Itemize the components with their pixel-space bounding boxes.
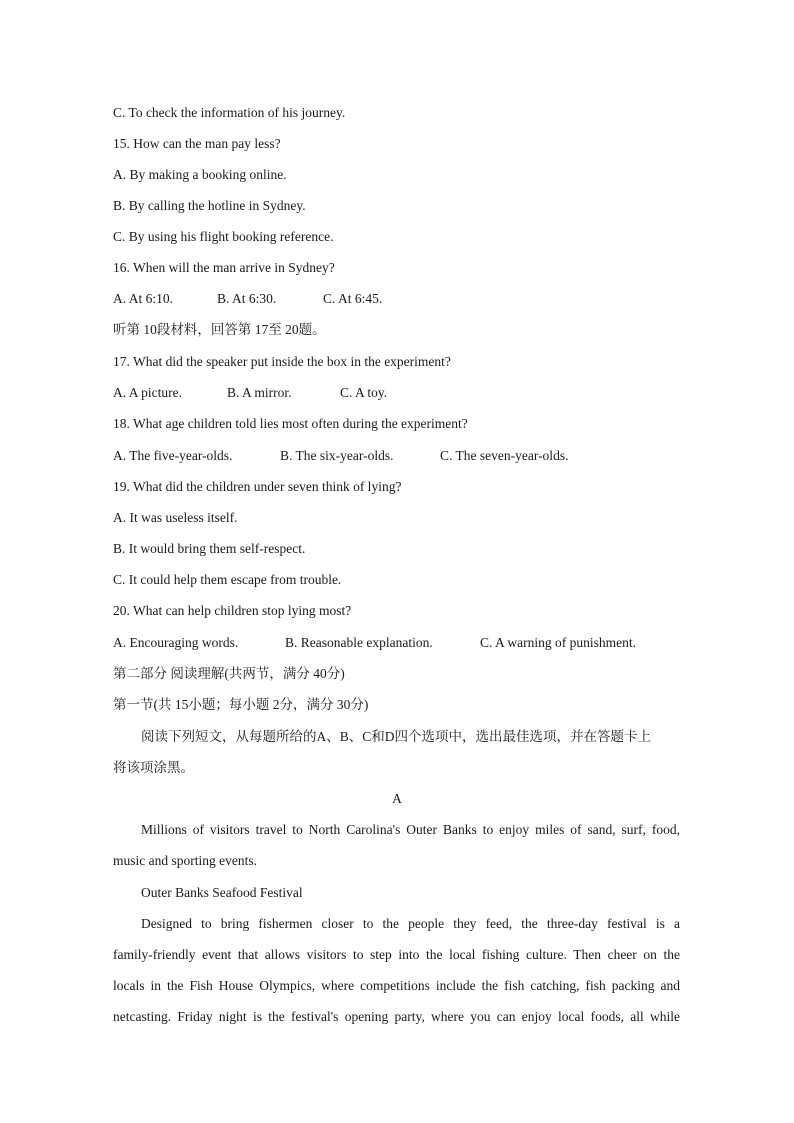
q15-option-a: A. By making a booking online. xyxy=(113,167,287,182)
passage-label: A xyxy=(392,791,402,806)
q17-option-b: B. A mirror. xyxy=(227,385,292,400)
q16-question: 16. When will the man arrive in Sydney? xyxy=(113,260,335,275)
part2-heading: 第二部分 阅读理解(共两节，满分 40分) xyxy=(113,666,345,681)
q19-option-b: B. It would bring them self-respect. xyxy=(113,541,306,556)
q20-option-a: A. Encouraging words. xyxy=(113,635,239,650)
passage-subheading: Outer Banks Seafood Festival xyxy=(141,885,303,900)
q18-option-c: C. The seven-year-olds. xyxy=(440,448,569,463)
q17-question: 17. What did the speaker put inside the box in the experiment? xyxy=(113,354,451,369)
instruction-line-2: 将该项涂黑。 xyxy=(113,760,194,775)
instruction-line-1: 阅读下列短文，从每题所给的A、B、C和D四个选项中，选出最佳选项，并在答题卡上 xyxy=(141,729,652,744)
para2-line-3: locals in the Fish House Olympics, where competitions include the fish catching, fish packing and xyxy=(113,978,680,993)
section1-heading: 第一节(共 15小题；每小题 2分，满分 30分) xyxy=(113,697,369,712)
q19-option-c: C. It could help them escape from trouble. xyxy=(113,572,342,587)
q15-question: 15. How can the man pay less? xyxy=(113,136,281,151)
para2-line-2: family-friendly event that allows visitors to step into the local fishing culture. Then cheer on the xyxy=(113,947,680,962)
para2-line-1: Designed to bring fishermen closer to the people they feed, the three-day festival is a xyxy=(141,916,680,931)
q19-option-a: A. It was useless itself. xyxy=(113,510,238,525)
q18-option-a: A. The five-year-olds. xyxy=(113,448,233,463)
q19-question: 19. What did the children under seven think of lying? xyxy=(113,479,402,494)
para2-line-4: netcasting. Friday night is the festival's opening party, where you can enjoy local foods, all while xyxy=(113,1009,680,1024)
q15-option-b: B. By calling the hotline in Sydney. xyxy=(113,198,306,213)
q16-option-b: B. At 6:30. xyxy=(217,291,277,306)
q16-option-a: A. At 6:10. xyxy=(113,291,174,306)
q17-option-c: C. A toy. xyxy=(340,385,388,400)
q15-option-c: C. By using his flight booking reference. xyxy=(113,229,334,244)
q20-option-c: C. A warning of punishment. xyxy=(480,635,636,650)
para1-line-2: music and sporting events. xyxy=(113,853,257,868)
q20-option-b: B. Reasonable explanation. xyxy=(285,635,433,650)
para1-line-1: Millions of visitors travel to North Carolina's Outer Banks to enjoy miles of sand, surf, food, xyxy=(141,822,680,837)
q17-option-a: A. A picture. xyxy=(113,385,182,400)
material-10-heading: 听第 10段材料，回答第 17至 20题。 xyxy=(113,322,326,337)
q16-option-c: C. At 6:45. xyxy=(323,291,383,306)
q18-option-b: B. The six-year-olds. xyxy=(280,448,394,463)
q18-question: 18. What age children told lies most often during the experiment? xyxy=(113,416,468,431)
q14-option-c: C. To check the information of his journey. xyxy=(113,105,346,120)
q20-question: 20. What can help children stop lying most? xyxy=(113,603,352,618)
